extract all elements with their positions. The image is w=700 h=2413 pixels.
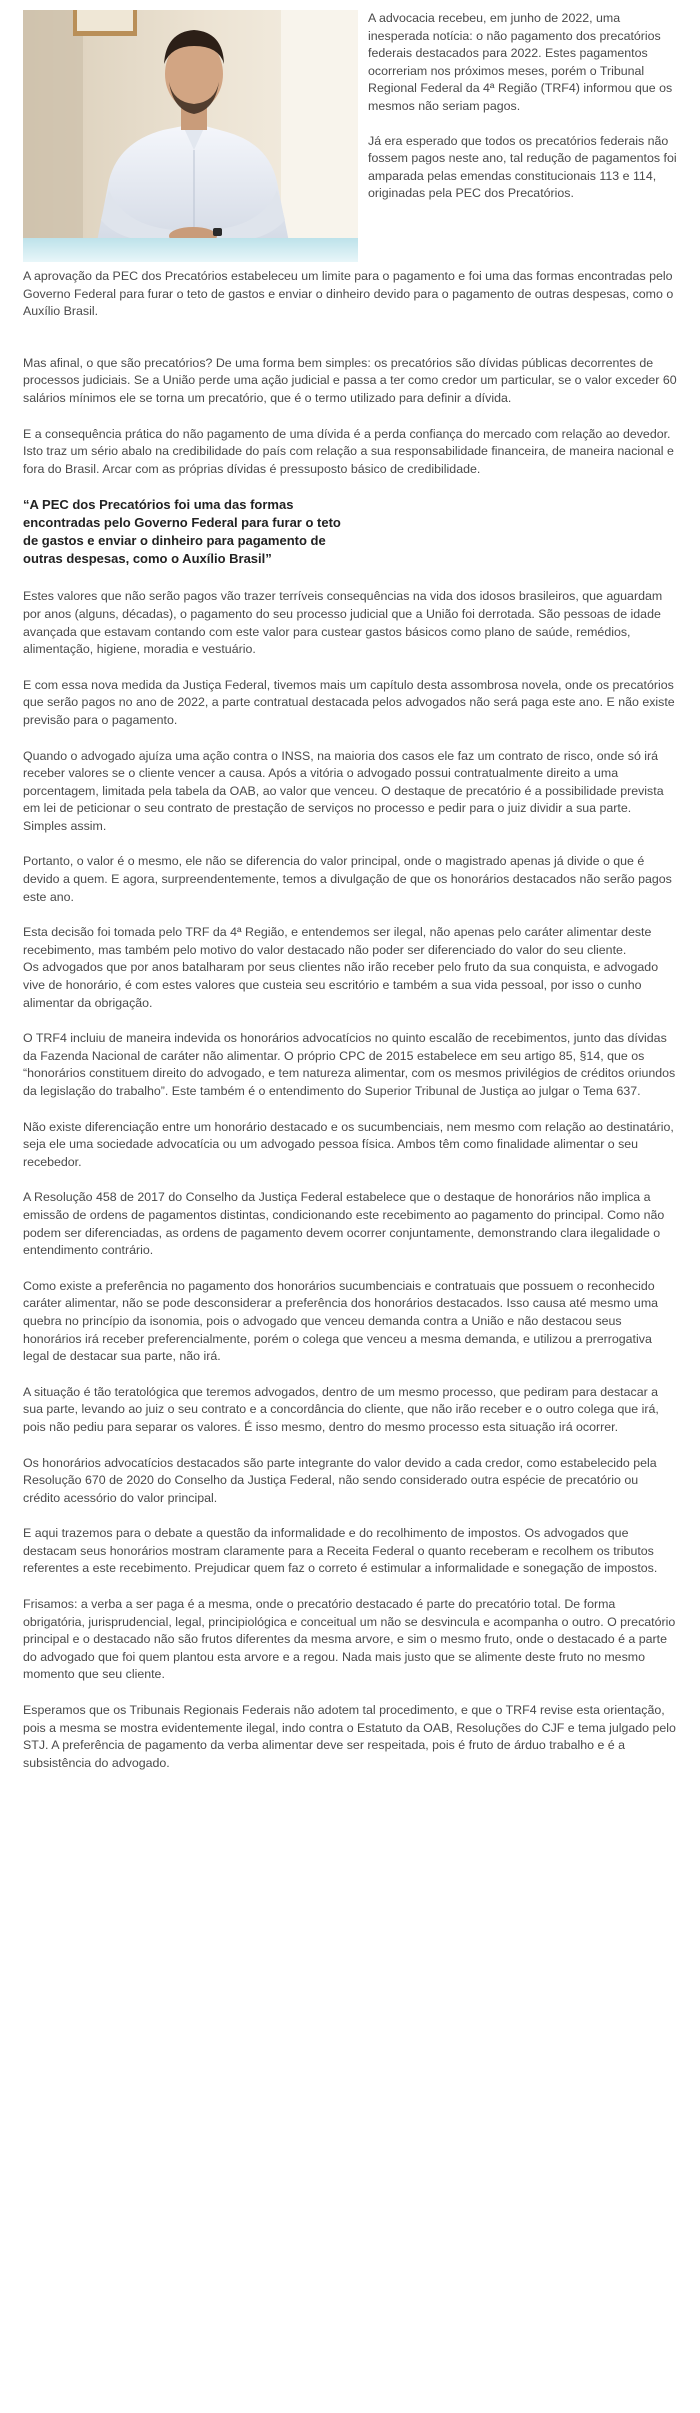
paragraph-diferenciacao: Não existe diferenciação entre um honorário destacado e os sucumbenciais, nem mesmo com relação ao destinatário, seja ele uma sociedade advocatícia ou um advogado pessoa física. Ambos têm como finalidade alimentar o seu recebedor. (23, 1119, 674, 1169)
article-intro (23, 10, 678, 268)
intro-paragraph-1: A advocacia recebeu, em junho de 2022, uma inesperada notícia: o não pagamento dos precatórios federais destacados para 2022. Estes pagamentos ocorreriam nos próximos meses, porém o Tribunal Regional Federal da 4ª Região (TRF4) informou que os mesmos não seriam pagos. (368, 11, 673, 113)
author-photo (23, 10, 358, 262)
paragraph-resolucao-458: A Resolução 458 de 2017 do Conselho da Justiça Federal estabelece que o destaque de honorários não implica a emissão de ordens de pagamentos distintas, condicionando este recebimento ao pagamento do principal. Como não podem ser diferenciadas, as ordens de pagamento devem ocorrer conjuntamente, demonstrando clara ilegalidade o entendimento contrário. (23, 1190, 665, 1258)
paragraph-frisamos: Frisamos: a verba a ser paga é a mesma, onde o precatório destacado é parte do precatório total. De forma obrigatória, jurisprudencial, legal, principiológica e conceitual um não se desvincula e acompanha o outro. O precatório principal e o destacado não são frutos diferentes da mesma arvore, e sim o mesmo fruto, onde o destacado é a parte do advogado que foi quem plantou esta arvore e a regou. Nada mais justo que se alimente deste fruto no mesmo momento que seu cliente. (23, 1597, 676, 1682)
paragraph-nova-medida: E com essa nova medida da Justiça Federal, tivemos mais um capítulo desta assombrosa novela, onde os precatórios que serão pagos no ano de 2022, a parte contratual destacada pelos advogados não será paga este ano. E não existe previsão para o pagamento. (23, 677, 675, 727)
paragraph-pec-aprovacao: A aprovação da PEC dos Precatórios estabeleceu um limite para o pagamento e foi uma das formas encontradas pelo Governo Federal para furar o teto de gastos e enviar o dinheiro devido para o pagamento de outras despesas, como o Auxílio Brasil. (23, 269, 674, 319)
paragraph-decisao-trf: Esta decisão foi tomada pelo TRF da 4ª Região, e entendemos ser ilegal, não apenas pelo caráter alimentar deste recebimento, mas também pelo motivo do valor destacado não poder ser diferenciado do valor do seu cliente. (23, 925, 652, 957)
paragraph-advogados-batalharam: Os advogados que por anos batalharam por seus clientes não irão receber pelo fruto da sua conquista, e advogado vive de honorário, é com estes valores que custeia seu escritório e também a sua vida pessoal, por isso o cunho alimentar da obrigação. (23, 960, 659, 1010)
pull-quote: “A PEC dos Precatórios foi uma das formas encontradas pelo Governo Federal para furar o teto de gastos e enviar o dinheiro para pagamento de outras despesas, como o Auxílio Brasil” (23, 497, 341, 567)
paragraph-preferencia: Como existe a preferência no pagamento dos honorários sucumbenciais e contratuais que possuem o reconhecido caráter alimentar, não se pode desconsiderar a preferência dos honorários destacados. Isso causa até mesmo uma quebra no princípio da isonomia, pois o advogado que venceu demanda contra a União e não destacou seus honorários irá receber preferencialmente, porém o colega que venceu a mesma demanda, e utilizou a prerrogativa legal de destacar sua parte, não irá. (23, 1278, 659, 1364)
intro-paragraph-2: Já era esperado que todos os precatórios federais não fossem pagos neste ano, tal redução de pagamentos foi amparada pelas emendas constitucionais 113 e 114, originadas pela PEC dos Precatórios. (368, 133, 677, 201)
paragraph-esperamos: Esperamos que os Tribunais Regionais Federais não adotem tal procedimento, e que o TRF4 revise esta orientação, pois a mesma se mostra evidentemente ilegal, indo contra o Estatuto da OAB, Resoluções do CJF e tema julgado pelo STJ. A preferência de pagamento da verba alimentar deve ser respeitada, pois é fruto de árduo trabalho e é a subsistência do advogado. (23, 1703, 676, 1770)
paragraph-trf4-quinto-escalao: O TRF4 incluiu de maneira indevida os honorários advocatícios no quinto escalão de recebimentos, junto das dívidas da Fazenda Nacional de caráter não alimentar. O próprio CPC de 2015 estabelece em seu artigo 85, §14, que os “honorários constituem direito do advogado, e tem natureza alimentar, com os mesmos privilégios de créditos oriundos da legislação do trabalho”. Este também é o entendimento do Superior Tribunal de Justiça ao julgar o Tema 637. (23, 1031, 676, 1098)
paragraph-teratologica: A situação é tão teratológica que teremos advogados, dentro de um mesmo processo, que pediram para destacar a sua parte, levando ao juiz o seu contrato e a concordância do cliente, que não irão receber e o outro colega que irá, pois não pediu para separar os valores. É isso mesmo, dentro do mesmo processo esta situação irá ocorrer. (23, 1384, 659, 1434)
paragraph-valor-mesmo: Portanto, o valor é o mesmo, ele não se diferencia do valor principal, onde o magistrado apenas já divide o que é devido a quem. E agora, surpreendentemente, temos a divulgação de que os honorários destacados não serão pagos este ano. (23, 854, 672, 904)
intro-text (368, 10, 678, 203)
paragraph-acao-inss: Quando o advogado ajuíza uma ação contra o INSS, na maioria dos casos ele faz um contrato de risco, onde só irá receber valores se o cliente vencer a causa. Após a vitória o advogado possui contratualmente direito a uma porcentagem, limitada pela tabela da OAB, ao valor que venceu. O destaque de precatório é a possibilidade prevista em lei de peticionar o seu contrato de prestação de serviços no processo e pedir para o juiz dividir a sua parte. Simples assim. (23, 748, 664, 833)
paragraph-consequencia: E a consequência prática do não pagamento de uma dívida é a perda confiança do mercado com relação ao devedor. Isto traz um sério abalo na credibilidade do país com relação a sua responsabilidade financeira, de maneira nacional e fora do Brasil. Arcar com as próprias dívidas é pressuposto básico de credibilidade. (23, 426, 674, 476)
article-body (23, 10, 678, 1790)
paragraph-informalidade: E aqui trazemos para o debate a questão da informalidade e do recolhimento de impostos. Os advogados que destacam seus honorários mostram claramente para a Receita Federal o quanto receberam e recolhem os tributos referentes a este recebimento. Prejudicar quem faz o correto é estimular a informalidade e sonegação de impostos. (23, 1526, 658, 1576)
paragraph-o-que-sao-precatorios: Mas afinal, o que são precatórios? De uma forma bem simples: os precatórios são dívidas públicas decorrentes de processos judiciais. Se a União perde uma ação judicial e passa a ter como credor um particular, se o valor exceder 60 salários mínimos ele se torna um precatório, que é o termo utilizado para definir a dívida. (23, 355, 677, 405)
paragraph-idosos: Estes valores que não serão pagos vão trazer terríveis consequências na vida dos idosos brasileiros, que aguardam por anos (alguns, décadas), o pagamento do seu processo judicial que a União foi derrotada. São pessoas de idade avançada que estavam contando com este valor para custear gastos básicos como plano de saúde, remédios, alimentação, higiene, moradia e vestuário. (23, 589, 663, 657)
paragraph-resolucao-670: Os honorários advocatícios destacados são parte integrante do valor devido a cada credor, como estabelecido pela Resolução 670 de 2020 do Conselho da Justiça Federal, não sendo considerado outra espécie de precatório ou crédito acessório do valor principal. (23, 1455, 657, 1505)
